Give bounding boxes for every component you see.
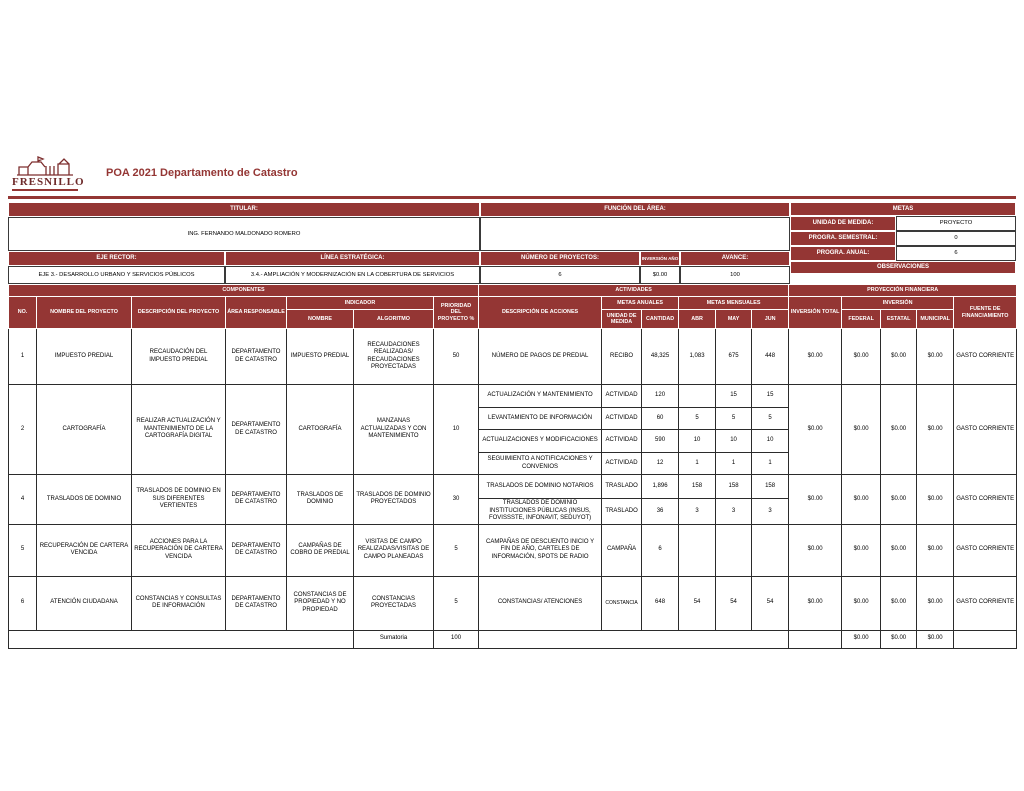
cell-inv-total: $0.00 xyxy=(789,524,842,576)
cell-may: 3 xyxy=(716,499,752,525)
cell-indicador: CARTOGRAFÍA xyxy=(287,385,354,475)
sumatoria-estatal: $0.00 xyxy=(881,630,917,648)
cell-abr: 3 xyxy=(679,499,716,525)
cell-prioridad: 10 xyxy=(434,385,479,475)
empty-cell xyxy=(9,630,354,648)
col-header-no: NO. xyxy=(9,297,37,329)
funcion-area-value xyxy=(480,217,790,251)
cell-fuente: GASTO CORRIENTE xyxy=(954,475,1017,525)
brand-row xyxy=(8,152,1016,194)
project-row xyxy=(9,329,1017,385)
fresnillo-logo xyxy=(8,155,92,191)
cell-unidad: TRASLADO xyxy=(602,499,642,525)
cell-indicador: CAMPAÑAS DE COBRO DE PREDIAL xyxy=(287,524,354,576)
cell-algoritmo: CONSTANCIAS PROYECTADAS xyxy=(354,576,434,630)
cell-jun: 3 xyxy=(752,499,789,525)
cell-area: DEPARTAMENTO DE CATASTRO xyxy=(226,385,287,475)
cell-municipal: $0.00 xyxy=(917,524,954,576)
col-header-descripcion-proyecto: DESCRIPCIÓN DEL PROYECTO xyxy=(132,297,226,329)
metas-section xyxy=(790,202,1016,284)
cell-federal: $0.00 xyxy=(842,524,881,576)
funcion-area-header: FUNCIÓN DEL ÁREA: xyxy=(480,202,790,217)
unidad-medida-label: UNIDAD DE MEDIDA: xyxy=(790,216,896,231)
cell-descripcion: TRASLADOS DE DOMINIO EN SUS DIFERENTES VERTIENTES xyxy=(132,475,226,525)
cell-abr: 1 xyxy=(679,453,716,475)
cell-cantidad: 48,325 xyxy=(642,329,679,385)
cell-area: DEPARTAMENTO DE CATASTRO xyxy=(226,329,287,385)
cell-descripcion: ACCIONES PARA LA RECUPERACIÓN DE CARTERA VENCIDA xyxy=(132,524,226,576)
poa-table xyxy=(8,284,1017,649)
cell-algoritmo: VISITAS DE CAMPO REALIZADAS/VISITAS DE CAMPO PLANEADAS xyxy=(354,524,434,576)
cell-no: 1 xyxy=(9,329,37,385)
cell-fuente: GASTO CORRIENTE xyxy=(954,329,1017,385)
cell-unidad: ACTIVIDAD xyxy=(602,408,642,430)
header-divider xyxy=(8,196,1016,199)
cell-jun: 5 xyxy=(752,408,789,430)
sumatoria-federal: $0.00 xyxy=(842,630,881,648)
cell-nombre: CARTOGRAFÍA xyxy=(37,385,132,475)
col-header-municipal: MUNICIPAL xyxy=(917,310,954,329)
sumatoria-row xyxy=(9,630,1017,648)
project-row xyxy=(9,576,1017,630)
cell-fuente: GASTO CORRIENTE xyxy=(954,524,1017,576)
col-header-nombre-proyecto: NOMBRE DEL PROYECTO xyxy=(37,297,132,329)
cell-algoritmo: MANZANAS ACTUALIZADAS Y CON MANTENIMIENTO xyxy=(354,385,434,475)
cell-abr-hatched xyxy=(679,385,716,408)
logo-tagline-rule xyxy=(12,189,78,191)
cell-abr: 10 xyxy=(679,430,716,453)
cell-prioridad: 50 xyxy=(434,329,479,385)
cell-jun: 1 xyxy=(752,453,789,475)
cell-accion-desc: TRASLADOS DE DOMINIO INSTITUCIONES PÚBLICAS (INSUS, FOVISSSTE, INFONAVIT, SEDUYOT) xyxy=(479,499,602,525)
titular-value: ING. FERNANDO MALDONADO ROMERO xyxy=(8,217,480,251)
cell-accion-desc: NÚMERO DE PAGOS DE PREDIAL xyxy=(479,329,602,385)
cell-unidad: ACTIVIDAD xyxy=(602,430,642,453)
progra-semestral-value: 0 xyxy=(896,231,1016,246)
inversion-header: INVERSIÓN AÑO xyxy=(640,251,680,266)
cell-algoritmo: RECAUDACIONES REALIZADAS/ RECAUDACIONES PROYECTADAS xyxy=(354,329,434,385)
cell-descripcion: CONSTANCIAS Y CONSULTAS DE INFORMACIÓN xyxy=(132,576,226,630)
cell-fuente: GASTO CORRIENTE xyxy=(954,385,1017,475)
linea-estrategica-header: LÍNEA ESTRATÉGICA: xyxy=(225,251,480,266)
cell-inv-total: $0.00 xyxy=(789,385,842,475)
col-header-indicador-nombre: NOMBRE xyxy=(287,310,354,329)
cell-unidad: TRASLADO xyxy=(602,475,642,499)
header-section xyxy=(8,202,1016,284)
cell-no: 6 xyxy=(9,576,37,630)
cell-indicador: CONSTANCIAS DE PROPIEDAD Y NO PROPIEDAD xyxy=(287,576,354,630)
logo-wordmark: FRESNILLO xyxy=(12,176,85,188)
cell-municipal: $0.00 xyxy=(917,385,954,475)
cell-municipal: $0.00 xyxy=(917,475,954,525)
cell-indicador: IMPUESTO PREDIAL xyxy=(287,329,354,385)
header-left xyxy=(8,202,790,284)
cell-jun-hatched xyxy=(752,524,789,576)
cell-jun: 10 xyxy=(752,430,789,453)
metas-header: METAS xyxy=(790,202,1016,216)
cell-estatal: $0.00 xyxy=(881,329,917,385)
cell-federal: $0.00 xyxy=(842,385,881,475)
col-header-descripcion-acciones: DESCRIPCIÓN DE ACCIONES xyxy=(479,297,602,329)
cell-accion-desc: CAMPAÑAS DE DESCUENTO INICIO Y FIN DE AÑO, CARTELES DE INFORMACIÓN, SPOTS DE RADIO xyxy=(479,524,602,576)
cell-abr: 54 xyxy=(679,576,716,630)
col-header-inversion: INVERSIÓN xyxy=(842,297,954,310)
cell-municipal: $0.00 xyxy=(917,329,954,385)
cell-prioridad: 5 xyxy=(434,576,479,630)
cell-no: 5 xyxy=(9,524,37,576)
col-header-federal: FEDERAL xyxy=(842,310,881,329)
titular-header: TITULAR: xyxy=(8,202,480,217)
eje-rector-value: EJE 3.- DESARROLLO URBANO Y SERVICIOS PÚBLICOS xyxy=(8,266,225,284)
cell-prioridad: 5 xyxy=(434,524,479,576)
cell-accion-desc: TRASLADOS DE DOMINIO NOTARIOS xyxy=(479,475,602,499)
cell-no: 4 xyxy=(9,475,37,525)
cell-may: 158 xyxy=(716,475,752,499)
cell-cantidad: 648 xyxy=(642,576,679,630)
progra-anual-label: PROGRA. ANUAL: xyxy=(790,246,896,261)
cell-indicador: TRASLADOS DE DOMINIO xyxy=(287,475,354,525)
cell-unidad: CONSTANCIA xyxy=(602,576,642,630)
col-header-unidad-medida: UNIDAD DE MEDIDA xyxy=(602,310,642,329)
avance-header: AVANCE: xyxy=(680,251,790,266)
cell-descripcion: RECAUDACIÓN DEL IMPUESTO PREDIAL xyxy=(132,329,226,385)
cell-may: 54 xyxy=(716,576,752,630)
cell-fuente: GASTO CORRIENTE xyxy=(954,576,1017,630)
cell-area: DEPARTAMENTO DE CATASTRO xyxy=(226,576,287,630)
cell-nombre: TRASLADOS DE DOMINIO xyxy=(37,475,132,525)
cell-cantidad: 12 xyxy=(642,453,679,475)
project-row xyxy=(9,475,1017,499)
cell-may: 15 xyxy=(716,385,752,408)
linea-estrategica-value: 3.4.- AMPLIACIÓN Y MODERNIZACIÓN EN LA COBERTURA DE SERVICIOS xyxy=(225,266,480,284)
cell-no: 2 xyxy=(9,385,37,475)
observaciones-value xyxy=(790,274,1016,284)
cell-may: 10 xyxy=(716,430,752,453)
cell-may: 5 xyxy=(716,408,752,430)
cell-unidad: ACTIVIDAD xyxy=(602,385,642,408)
sumatoria-label: Sumatoria xyxy=(354,630,434,648)
col-header-estatal: ESTATAL xyxy=(881,310,917,329)
sumatoria-total: 100 xyxy=(434,630,479,648)
cell-cantidad: 60 xyxy=(642,408,679,430)
num-proyectos-value: 6 xyxy=(480,266,640,284)
cell-unidad: CAMPAÑA xyxy=(602,524,642,576)
poa-document xyxy=(8,152,1016,649)
empty-cell xyxy=(479,630,789,648)
section-header-proyeccion-financiera: PROYECCIÓN FINANCIERA xyxy=(789,285,1017,297)
col-header-metas-mensuales: METAS MENSUALES xyxy=(679,297,789,310)
cell-prioridad: 30 xyxy=(434,475,479,525)
cell-unidad: RECIBO xyxy=(602,329,642,385)
cell-estatal: $0.00 xyxy=(881,385,917,475)
observaciones-header: OBSERVACIONES xyxy=(790,261,1016,274)
cell-jun: 158 xyxy=(752,475,789,499)
cell-inv-total: $0.00 xyxy=(789,329,842,385)
cell-cantidad: 36 xyxy=(642,499,679,525)
col-header-abr: ABR xyxy=(679,310,716,329)
cell-unidad: ACTIVIDAD xyxy=(602,453,642,475)
cell-accion-desc: LEVANTAMIENTO DE INFORMACIÓN xyxy=(479,408,602,430)
cell-estatal: $0.00 xyxy=(881,524,917,576)
cell-abr: 158 xyxy=(679,475,716,499)
cell-jun: 54 xyxy=(752,576,789,630)
section-header-componentes: COMPONENTES xyxy=(9,285,479,297)
sumatoria-municipal: $0.00 xyxy=(917,630,954,648)
cell-jun: 15 xyxy=(752,385,789,408)
col-header-inversion-total: INVERSIÓN TOTAL xyxy=(789,297,842,329)
cell-abr: 5 xyxy=(679,408,716,430)
col-header-prioridad: PRIORIDAD DEL PROYECTO % xyxy=(434,297,479,329)
col-header-algoritmo: ALGORITMO xyxy=(354,310,434,329)
empty-cell xyxy=(954,630,1017,648)
cell-nombre: ATENCIÓN CIUDADANA xyxy=(37,576,132,630)
eje-rector-header: EJE RECTOR: xyxy=(8,251,225,266)
cell-jun: 448 xyxy=(752,329,789,385)
col-header-metas-anuales: METAS ANUALES xyxy=(602,297,679,310)
cell-cantidad: 590 xyxy=(642,430,679,453)
cell-accion-desc: ACTUALIZACIÓN Y MANTENIMIENTO xyxy=(479,385,602,408)
progra-anual-value: 6 xyxy=(896,246,1016,261)
cell-may: 675 xyxy=(716,329,752,385)
progra-semestral-label: PROGRA. SEMESTRAL: xyxy=(790,231,896,246)
col-header-jun: JUN xyxy=(752,310,789,329)
cell-inv-total: $0.00 xyxy=(789,576,842,630)
cell-nombre: RECUPERACIÓN DE CARTERA VENCIDA xyxy=(37,524,132,576)
sumatoria-inv-total: $0.00 xyxy=(789,630,842,648)
cell-abr: 1,083 xyxy=(679,329,716,385)
inversion-value: $0.00 xyxy=(640,266,680,284)
cell-municipal: $0.00 xyxy=(917,576,954,630)
cell-accion-desc: SEGUIMIENTO A NOTIFICACIONES Y CONVENIOS xyxy=(479,453,602,475)
cell-federal: $0.00 xyxy=(842,576,881,630)
cell-cantidad: 6 xyxy=(642,524,679,576)
col-header-area-responsable: ÁREA RESPONSABLE xyxy=(226,297,287,329)
cell-descripcion: REALIZAR ACTUALIZACIÓN Y MANTENIMIENTO DE LA CARTOGRAFÍA DIGITAL xyxy=(132,385,226,475)
cell-nombre: IMPUESTO PREDIAL xyxy=(37,329,132,385)
cell-inv-total: $0.00 xyxy=(789,475,842,525)
unidad-medida-value: PROYECTO xyxy=(896,216,1016,231)
col-header-may: MAY xyxy=(716,310,752,329)
cell-federal: $0.00 xyxy=(842,475,881,525)
col-header-cantidad: CANTIDAD xyxy=(642,310,679,329)
cell-may-hatched xyxy=(716,524,752,576)
cell-area: DEPARTAMENTO DE CATASTRO xyxy=(226,524,287,576)
cell-area: DEPARTAMENTO DE CATASTRO xyxy=(226,475,287,525)
col-header-fuente-financiamiento: FUENTE DE FINANCIAMIENTO xyxy=(954,297,1017,329)
building-icon xyxy=(8,155,76,177)
project-row xyxy=(9,385,1017,408)
cell-federal: $0.00 xyxy=(842,329,881,385)
num-proyectos-header: NÚMERO DE PROYECTOS: xyxy=(480,251,640,266)
cell-accion-desc: CONSTANCIAS/ ATENCIONES xyxy=(479,576,602,630)
col-header-indicador: INDICADOR xyxy=(287,297,434,310)
cell-accion-desc: ACTUALIZACIONES Y MODIFICACIONES xyxy=(479,430,602,453)
page-title: POA 2021 Departamento de Catastro xyxy=(106,167,298,179)
cell-cantidad: 1,896 xyxy=(642,475,679,499)
section-header-actividades: ACTIVIDADES xyxy=(479,285,789,297)
avance-value: 100 xyxy=(680,266,790,284)
cell-abr-hatched xyxy=(679,524,716,576)
cell-estatal: $0.00 xyxy=(881,576,917,630)
cell-cantidad: 120 xyxy=(642,385,679,408)
cell-estatal: $0.00 xyxy=(881,475,917,525)
project-row xyxy=(9,524,1017,576)
cell-may: 1 xyxy=(716,453,752,475)
cell-algoritmo: TRASLADOS DE DOMINIO PROYECTADOS xyxy=(354,475,434,525)
